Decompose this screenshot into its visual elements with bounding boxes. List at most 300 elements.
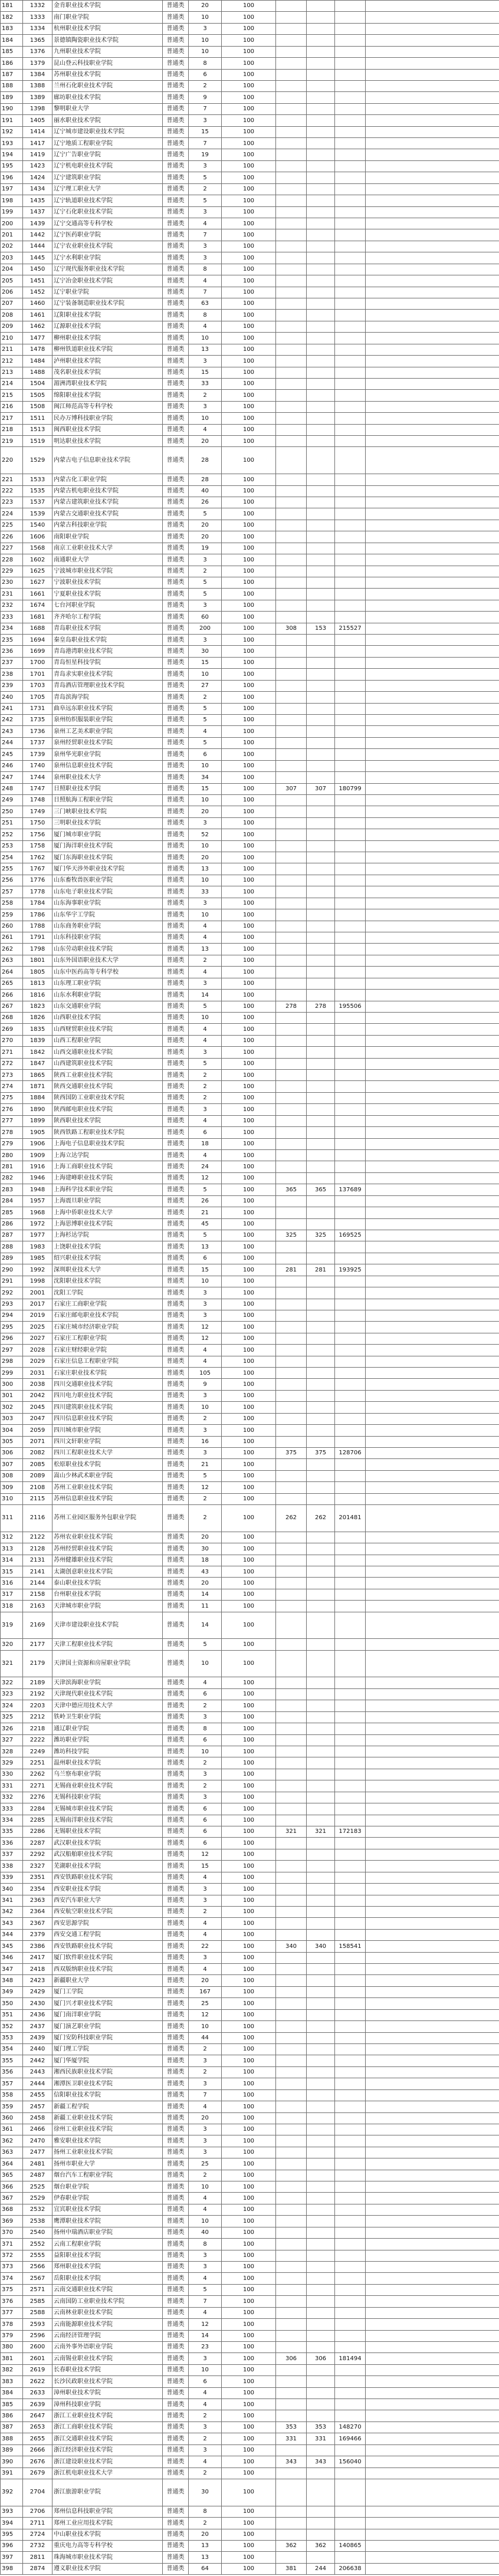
cell-category: 普通类 [163, 921, 189, 932]
cell-row-index: 371 [1, 2239, 23, 2250]
cell-score: 100 [222, 806, 276, 817]
cell-row-index: 344 [1, 1929, 23, 1940]
cell-school-code: 2622 [23, 2376, 52, 2387]
cell-school-code: 2286 [23, 1826, 52, 1837]
cell-max-score [307, 1333, 335, 1344]
cell-school-code: 1744 [23, 772, 52, 783]
cell-plan-count: 20 [189, 520, 222, 531]
cell-category: 普通类 [163, 1368, 189, 1379]
cell-max-score [307, 103, 335, 114]
cell-min-score [276, 2147, 307, 2158]
cell-max-score [307, 2147, 335, 2158]
cell-min-score [276, 1207, 307, 1218]
cell-category: 普通类 [163, 2563, 189, 2574]
cell-plan-count: 14 [189, 1612, 222, 1639]
cell-min-score [276, 2158, 307, 2170]
cell-note [366, 1310, 499, 1321]
cell-category: 普通类 [163, 829, 189, 840]
cell-school-code: 2430 [23, 1998, 52, 2009]
cell-row-index: 386 [1, 2410, 23, 2421]
cell-note [366, 2467, 499, 2479]
cell-max-score [307, 1127, 335, 1138]
table-row [1, 2181, 499, 2193]
cell-row-index: 243 [1, 726, 23, 737]
table-row [1, 2296, 499, 2307]
cell-score: 100 [222, 1356, 276, 1367]
cell-note [366, 898, 499, 909]
cell-row-index: 373 [1, 2262, 23, 2273]
table-row [1, 1368, 499, 1379]
cell-school-code: 1529 [23, 447, 52, 474]
cell-school-code: 1384 [23, 69, 52, 80]
cell-min-score [276, 241, 307, 252]
cell-plan-count: 3 [189, 817, 222, 829]
table-row [1, 2376, 499, 2387]
cell-school-name: 山西建筑职业技术学院 [52, 1058, 163, 1069]
cell-school-code: 1365 [23, 35, 52, 46]
cell-score: 100 [222, 714, 276, 725]
cell-note [366, 436, 499, 447]
table-row [1, 474, 499, 485]
cell-category: 普通类 [163, 2479, 189, 2506]
cell-row-index: 357 [1, 2078, 23, 2089]
cell-school-code: 1736 [23, 726, 52, 737]
cell-row-index: 329 [1, 1757, 23, 1769]
cell-plan-count: 5 [189, 1230, 222, 1241]
cell-row-index: 393 [1, 2506, 23, 2517]
table-row [1, 1436, 499, 1447]
cell-row-index: 201 [1, 229, 23, 241]
cell-score: 100 [222, 1986, 276, 1997]
table-row [1, 1115, 499, 1126]
cell-category: 普通类 [163, 1986, 189, 1997]
cell-school-code: 2177 [23, 1639, 52, 1650]
table-row [1, 2506, 499, 2517]
cell-plan-count: 40 [189, 2227, 222, 2238]
cell-max-score [307, 1493, 335, 1504]
cell-plan-count: 5 [189, 589, 222, 600]
cell-max-score [307, 2078, 335, 2089]
cell-plan-count: 167 [189, 1986, 222, 1997]
cell-min-score [276, 1815, 307, 1826]
cell-score: 100 [222, 1639, 276, 1650]
cell-school-code: 1865 [23, 1070, 52, 1081]
cell-score: 100 [222, 424, 276, 435]
cell-rank [335, 1287, 366, 1299]
cell-max-score [307, 138, 335, 149]
cell-category: 普通类 [163, 852, 189, 863]
cell-school-name: 上海立达学院 [52, 1150, 163, 1161]
cell-category: 普通类 [163, 577, 189, 588]
cell-row-index: 253 [1, 840, 23, 852]
cell-plan-count: 6 [189, 1127, 222, 1138]
table-row [1, 1505, 499, 1532]
cell-category: 普通类 [163, 2147, 189, 2158]
cell-category: 普通类 [163, 2089, 189, 2101]
table-row [1, 1070, 499, 1081]
cell-note [366, 852, 499, 863]
cell-score: 100 [222, 1172, 276, 1184]
table-row [1, 692, 499, 703]
cell-school-code: 2108 [23, 1482, 52, 1493]
cell-score: 100 [222, 12, 276, 23]
cell-school-code: 2179 [23, 1650, 52, 1677]
cell-school-name: 岳阳职业技术学院 [52, 2273, 163, 2284]
cell-school-name: 辽宁机电职业技术学院 [52, 160, 163, 172]
cell-plan-count: 4 [189, 1345, 222, 1356]
cell-row-index: 351 [1, 2009, 23, 2020]
cell-min-score [276, 1356, 307, 1367]
cell-rank [335, 1299, 366, 1310]
cell-plan-count: 3 [189, 1299, 222, 1310]
cell-score: 100 [222, 1092, 276, 1103]
cell-score: 100 [222, 760, 276, 771]
cell-score: 100 [222, 1872, 276, 1883]
cell-plan-count: 18 [189, 1555, 222, 1566]
cell-category: 普通类 [163, 1184, 189, 1195]
cell-category: 普通类 [163, 2135, 189, 2147]
cell-score: 100 [222, 46, 276, 57]
cell-min-score [276, 2552, 307, 2563]
cell-max-score [307, 2284, 335, 2295]
cell-score: 100 [222, 436, 276, 447]
table-row [1, 1138, 499, 1149]
cell-note [366, 1895, 499, 1906]
cell-min-score [276, 2032, 307, 2043]
cell-score: 100 [222, 863, 276, 875]
cell-plan-count: 12 [189, 1172, 222, 1184]
cell-min-score [276, 852, 307, 863]
cell-min-score [276, 2387, 307, 2398]
table-row [1, 1493, 499, 1504]
cell-min-score [276, 401, 307, 412]
cell-school-name: 厦门东海职业技术学院 [52, 852, 163, 863]
cell-score: 100 [222, 1058, 276, 1069]
table-row [1, 2353, 499, 2364]
cell-max-score [307, 1746, 335, 1757]
cell-plan-count: 14 [189, 2330, 222, 2341]
table-row [1, 680, 499, 691]
table-row [1, 1333, 499, 1344]
cell-category: 普通类 [163, 806, 189, 817]
cell-plan-count: 7 [189, 103, 222, 114]
cell-min-score [276, 497, 307, 508]
cell-plan-count: 30 [189, 646, 222, 657]
cell-rank [335, 1723, 366, 1734]
cell-plan-count: 3 [189, 241, 222, 252]
cell-school-name: 通辽职业学院 [52, 1723, 163, 1734]
cell-rank [335, 69, 366, 80]
cell-plan-count: 8 [189, 58, 222, 69]
cell-rank [335, 1650, 366, 1677]
cell-row-index: 315 [1, 1566, 23, 1578]
cell-school-name: 茂名职业技术学院 [52, 367, 163, 378]
cell-max-score [307, 206, 335, 218]
cell-row-index: 216 [1, 401, 23, 412]
cell-max-score [307, 2364, 335, 2375]
cell-school-name: 青岛职业技术学院 [52, 623, 163, 634]
cell-note [366, 1952, 499, 1963]
table-row [1, 944, 499, 955]
cell-row-index: 202 [1, 241, 23, 252]
table-row [1, 657, 499, 668]
cell-school-code: 1890 [23, 1104, 52, 1115]
table-row [1, 1734, 499, 1746]
cell-note [366, 2032, 499, 2043]
cell-plan-count: 2 [189, 1493, 222, 1504]
cell-school-name: 上海中侨职业技术大学 [52, 1207, 163, 1218]
cell-rank [335, 1012, 366, 1023]
table-row [1, 1998, 499, 2009]
cell-plan-count: 52 [189, 829, 222, 840]
cell-note [366, 1493, 499, 1504]
cell-min-score [276, 218, 307, 229]
cell-row-index: 300 [1, 1379, 23, 1390]
cell-max-score [307, 2273, 335, 2284]
cell-score: 100 [222, 1826, 276, 1837]
cell-plan-count: 11 [189, 1601, 222, 1612]
cell-note [366, 103, 499, 114]
cell-category: 普通类 [163, 1253, 189, 1264]
table-row [1, 1650, 499, 1677]
cell-school-code: 2141 [23, 1566, 52, 1578]
cell-school-code: 2082 [23, 1447, 52, 1458]
cell-max-score [307, 2376, 335, 2387]
cell-note [366, 2364, 499, 2375]
cell-plan-count: 6 [189, 1734, 222, 1746]
cell-note [366, 1746, 499, 1757]
table-row [1, 1895, 499, 1906]
cell-max-score [307, 714, 335, 725]
cell-score: 100 [222, 726, 276, 737]
cell-row-index: 376 [1, 2296, 23, 2307]
table-row [1, 612, 499, 623]
cell-plan-count: 3 [189, 115, 222, 126]
cell-row-index: 286 [1, 1218, 23, 1230]
cell-note [366, 2410, 499, 2421]
cell-min-score [276, 1734, 307, 1746]
table-row [1, 737, 499, 748]
cell-note [366, 1425, 499, 1436]
cell-school-name: 石家庄邮电职业技术学院 [52, 1310, 163, 1321]
cell-plan-count: 33 [189, 378, 222, 389]
table-row [1, 2101, 499, 2112]
cell-max-score [307, 344, 335, 355]
cell-row-index: 378 [1, 2319, 23, 2330]
cell-rank [335, 2376, 366, 2387]
table-row [1, 1081, 499, 1092]
table-row [1, 635, 499, 646]
cell-plan-count: 3 [189, 1711, 222, 1723]
table-row [1, 1230, 499, 1241]
cell-row-index: 365 [1, 2170, 23, 2181]
cell-score: 100 [222, 1035, 276, 1046]
cell-rank [335, 898, 366, 909]
cell-row-index: 391 [1, 2467, 23, 2479]
table-row [1, 1264, 499, 1276]
cell-school-code: 1699 [23, 646, 52, 657]
cell-max-score: 307 [307, 783, 335, 794]
cell-school-code: 1405 [23, 115, 52, 126]
cell-score: 100 [222, 829, 276, 840]
cell-max-score [307, 2101, 335, 2112]
cell-plan-count: 33 [189, 886, 222, 898]
cell-rank [335, 760, 366, 771]
cell-min-score [276, 2319, 307, 2330]
cell-rank [335, 2009, 366, 2020]
cell-min-score [276, 737, 307, 748]
cell-min-score [276, 1253, 307, 1264]
cell-school-name: 浙江经济职业技术学院 [52, 2444, 163, 2456]
cell-max-score [307, 2204, 335, 2215]
cell-plan-count: 7 [189, 2296, 222, 2307]
cell-max-score [307, 1115, 335, 1126]
cell-plan-count: 2 [189, 1092, 222, 1103]
cell-score: 100 [222, 1001, 276, 1012]
cell-category: 普通类 [163, 2296, 189, 2307]
cell-category: 普通类 [163, 310, 189, 321]
cell-note [366, 46, 499, 57]
cell-row-index: 238 [1, 669, 23, 680]
cell-school-name: 武汉职业技术学院 [52, 1838, 163, 1849]
cell-min-score [276, 1757, 307, 1769]
cell-school-name: 伊春职业学院 [52, 2193, 163, 2204]
cell-score: 100 [222, 1711, 276, 1723]
cell-min-score [276, 2330, 307, 2341]
table-row [1, 990, 499, 1001]
cell-max-score [307, 58, 335, 69]
cell-score: 100 [222, 2181, 276, 2193]
cell-note [366, 1276, 499, 1287]
cell-min-score [276, 1677, 307, 1688]
cell-school-code: 1423 [23, 160, 52, 172]
cell-min-score [276, 1650, 307, 1677]
cell-school-name: 山东科技职业学院 [52, 932, 163, 944]
cell-plan-count: 10 [189, 1012, 222, 1023]
cell-school-name: 浙江机电职业技术大学 [52, 2467, 163, 2479]
cell-category: 普通类 [163, 367, 189, 378]
cell-rank [335, 2506, 366, 2517]
cell-rank [335, 2124, 366, 2135]
table-row [1, 1058, 499, 1069]
cell-note [366, 1918, 499, 1929]
cell-school-name: 中山职业技术学院 [52, 2529, 163, 2540]
cell-school-name: 漳州职业技术学院 [52, 2387, 163, 2398]
cell-school-name: 云南能源职业技术学院 [52, 2319, 163, 2330]
table-row [1, 1322, 499, 1333]
table-row [1, 1941, 499, 1952]
cell-plan-count: 2 [189, 2518, 222, 2529]
cell-school-code: 2131 [23, 1555, 52, 1566]
cell-school-name: 南通职业大学 [52, 554, 163, 566]
cell-note [366, 241, 499, 252]
cell-row-index: 265 [1, 978, 23, 989]
cell-note [366, 1975, 499, 1986]
cell-category: 普通类 [163, 589, 189, 600]
cell-row-index: 194 [1, 149, 23, 160]
cell-school-name: 南门职业学院 [52, 12, 163, 23]
cell-school-code: 2619 [23, 2364, 52, 2375]
cell-min-score [276, 1769, 307, 1780]
cell-max-score [307, 1024, 335, 1035]
cell-plan-count: 2 [189, 1757, 222, 1769]
cell-school-name: 无锡科技职业学院 [52, 1792, 163, 1803]
cell-school-code: 2071 [23, 1436, 52, 1447]
cell-school-name: 四川城市职业学院 [52, 1425, 163, 1436]
table-row [1, 2043, 499, 2055]
cell-max-score: 153 [307, 623, 335, 634]
cell-category: 普通类 [163, 508, 189, 520]
cell-plan-count: 2 [189, 80, 222, 91]
cell-min-score [276, 287, 307, 298]
cell-row-index: 362 [1, 2135, 23, 2147]
cell-row-index: 331 [1, 1780, 23, 1792]
cell-min-score [276, 172, 307, 183]
cell-school-code: 1916 [23, 1161, 52, 1172]
cell-category: 普通类 [163, 2421, 189, 2433]
cell-row-index: 246 [1, 760, 23, 771]
cell-max-score [307, 2239, 335, 2250]
cell-note [366, 1872, 499, 1883]
cell-score: 100 [222, 1413, 276, 1424]
cell-score: 100 [222, 531, 276, 543]
cell-plan-count: 4 [189, 321, 222, 332]
cell-category: 普通类 [163, 1884, 189, 1895]
table-row [1, 2078, 499, 2089]
cell-plan-count: 5 [189, 703, 222, 714]
cell-school-code: 2724 [23, 2529, 52, 2540]
cell-note [366, 2319, 499, 2330]
cell-score: 100 [222, 401, 276, 412]
cell-rank [335, 840, 366, 852]
cell-row-index: 320 [1, 1639, 23, 1650]
cell-min-score [276, 1872, 307, 1883]
cell-row-index: 264 [1, 967, 23, 978]
cell-max-score [307, 2399, 335, 2410]
cell-school-code: 1533 [23, 474, 52, 485]
cell-school-name: 陕西工业职业技术学院 [52, 1070, 163, 1081]
cell-category: 普通类 [163, 1012, 189, 1023]
table-row [1, 1532, 499, 1543]
cell-plan-count: 13 [189, 944, 222, 955]
cell-school-code: 2292 [23, 1849, 52, 1860]
cell-plan-count: 3 [189, 1390, 222, 1401]
cell-row-index: 181 [1, 1, 23, 12]
cell-note [366, 657, 499, 668]
cell-plan-count: 10 [189, 669, 222, 680]
cell-score: 100 [222, 1861, 276, 1872]
cell-note [366, 566, 499, 577]
cell-plan-count: 3 [189, 2262, 222, 2273]
cell-school-code: 2327 [23, 1861, 52, 1872]
cell-min-score [276, 2239, 307, 2250]
cell-note [366, 1769, 499, 1780]
cell-score: 100 [222, 413, 276, 424]
cell-max-score [307, 1104, 335, 1115]
cell-plan-count: 10 [189, 2181, 222, 2193]
cell-rank [335, 1532, 366, 1543]
cell-school-code: 1758 [23, 840, 52, 852]
cell-min-score [276, 840, 307, 852]
cell-plan-count: 3 [189, 401, 222, 412]
cell-rank [335, 1276, 366, 1287]
cell-score: 100 [222, 1, 276, 12]
cell-note [366, 1929, 499, 1940]
cell-category: 普通类 [163, 58, 189, 69]
cell-max-score [307, 1986, 335, 1997]
cell-min-score [276, 1746, 307, 1757]
cell-note [366, 1711, 499, 1723]
